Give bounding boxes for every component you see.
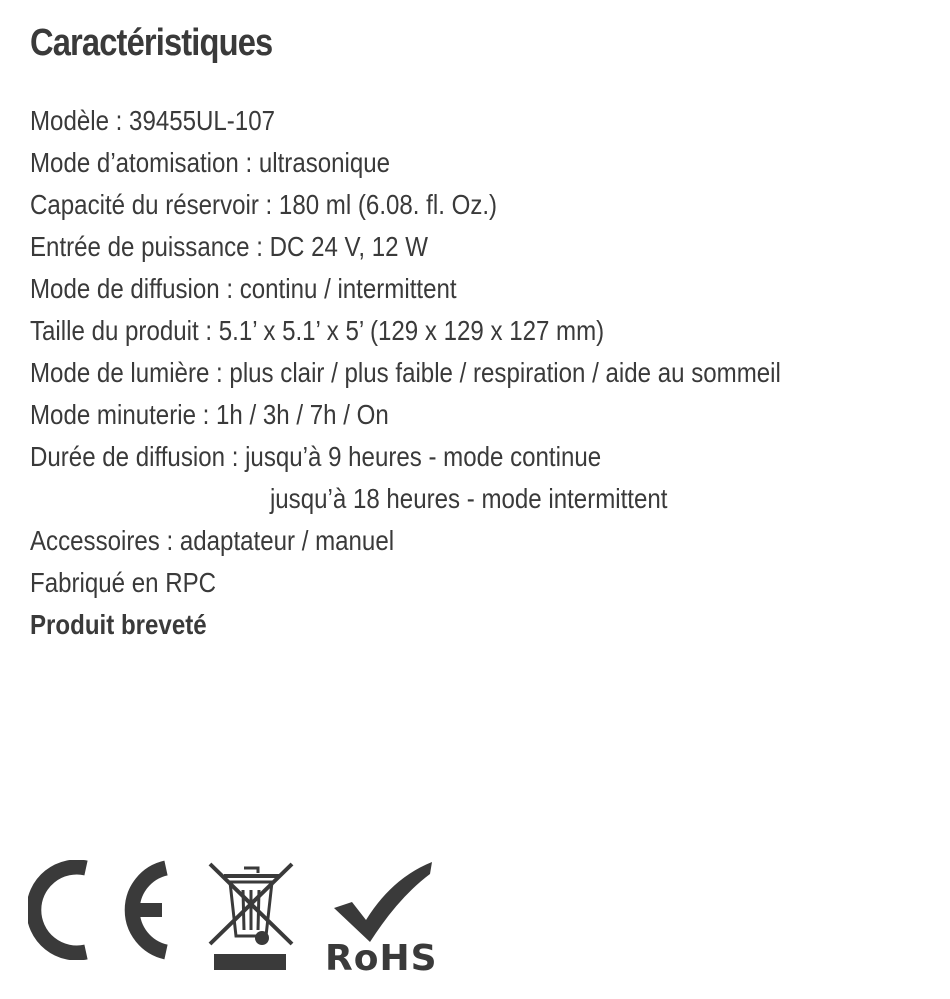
spec-diffusion-duration: Durée de diffusion : jusqu’à 9 heures - mode continue <box>30 441 602 472</box>
ce-mark-icon <box>28 860 178 960</box>
spec-patented: Produit breveté <box>30 609 207 640</box>
spec-atomisation: Mode d’atomisation : ultrasonique <box>30 147 391 178</box>
spec-diffusion-duration-line-2: jusqu’à 18 heures - mode intermittent <box>269 483 668 514</box>
spec-accessories: Accessoires : adaptateur / manuel <box>30 525 395 556</box>
weee-bin-icon <box>206 860 296 972</box>
spec-light-mode: Mode de lumière : plus clair / plus faible / respiration / aide au sommeil <box>30 357 781 388</box>
spec-diffusion-mode: Mode de diffusion : continu / intermittent <box>30 273 457 304</box>
spec-size: Taille du produit : 5.1’ x 5.1’ x 5’ (129 x 129 x 127 mm) <box>30 315 605 346</box>
spec-made-in: Fabriqué en RPC <box>30 567 217 598</box>
spec-power: Entrée de puissance : DC 24 V, 12 W <box>30 231 428 262</box>
spec-list <box>30 100 930 646</box>
certification-logos <box>0 850 950 990</box>
rohs-label: RoHS <box>325 938 438 979</box>
page-title: Caractéristiques <box>30 22 273 64</box>
spec-capacity: Capacité du réservoir : 180 ml (6.08. fl. Oz.) <box>30 189 498 220</box>
spec-model: Modèle : 39455UL-107 <box>30 105 275 136</box>
spec-diffusion-duration-continued <box>30 478 804 520</box>
rohs-check-icon <box>328 860 448 944</box>
spec-timer-mode: Mode minuterie : 1h / 3h / 7h / On <box>30 399 389 430</box>
